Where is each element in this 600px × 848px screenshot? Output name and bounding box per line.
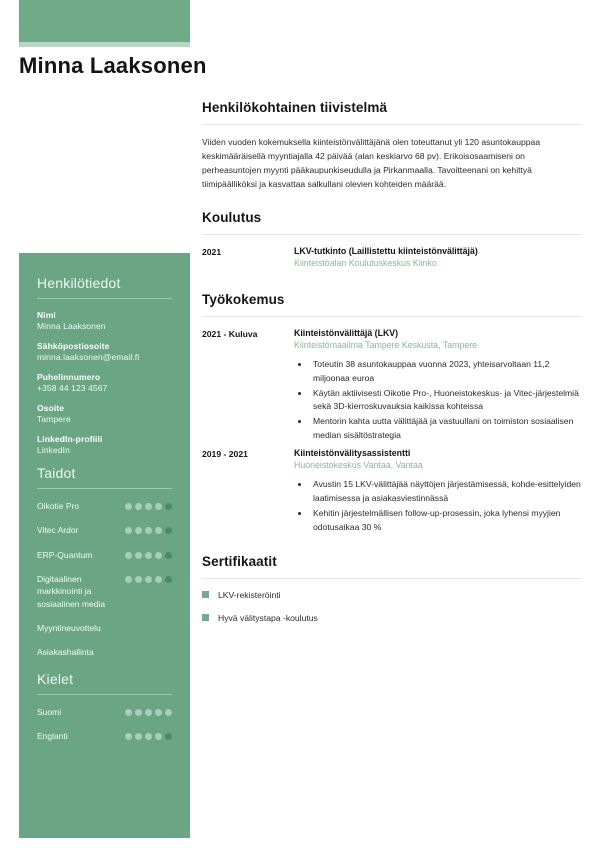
rating-dots [125,524,172,534]
page-title: Minna Laaksonen [19,53,207,78]
rating-dots [125,730,172,740]
divider [37,488,172,489]
section-education [202,210,582,274]
divider [202,234,582,235]
bullet-item: • Mentorin kahta uutta välittäjää ja vastuullani on toimiston sosiaalisen median sisältöstrategia [310,415,582,443]
contact-item [37,310,172,331]
rating-dot [165,552,172,559]
section-heading-education: Koulutus [202,209,262,225]
sidebar-heading-languages: Kielet [37,670,74,687]
rating-dot [155,503,162,510]
sidebar-heading-skills: Taidot [37,465,76,481]
contact-item [37,434,172,455]
entry-body [294,448,582,536]
rating-dots [125,706,172,716]
sidebar-section-skills [37,465,172,659]
rating-dot [135,576,142,583]
rating-dot [135,503,142,510]
entry-title: Kiinteistönvälittäjä (LKV) [294,327,399,338]
rating-dot [145,552,152,559]
contact-label: Osoite [37,403,65,413]
education-list [202,246,582,274]
contact-label: LinkedIn-profiili [37,434,103,444]
rating-dot [155,733,162,740]
entry-body [294,328,582,445]
rating-label: ERP-Quantum [37,549,93,560]
certificate-item [202,590,582,600]
rating-label: Myyntineuvottelu [37,622,101,633]
rating-dot [145,709,152,716]
rating-dot [165,527,172,534]
rating-row [37,646,172,658]
contact-value: +358 44 123 4567 [37,383,108,393]
rating-dot [125,503,132,510]
timeline-entry [202,246,582,274]
rating-dot [165,733,172,740]
contact-label: Nimi [37,310,56,320]
entry-organization: Kiinteistömaailma Tampere Keskusta, Tampere [294,339,478,350]
rating-dots [125,549,172,559]
section-heading-experience: Työkokemus [202,291,285,307]
main-content [202,100,582,641]
divider [202,578,582,579]
contact-value: Minna Laaksonen [37,321,106,331]
rating-dot [145,527,152,534]
certificate-label: Hyvä välitystapa -koulutus [218,612,318,623]
rating-dot [125,709,132,716]
rating-label: Englanti [37,730,68,741]
divider [202,124,582,125]
contact-item [37,341,172,362]
sidebar-section-languages [37,671,172,743]
divider [202,316,582,317]
rating-dot [125,733,132,740]
entry-bullets [310,358,582,444]
bullet-item: • Käytän aktiivisesti Oikotie Pro-, Huoneistokeskus- ja Vitec-järjestelmiä sekä 3D-kierroskuvauksia kaikissa kohteissa [310,387,582,415]
rating-dot [165,576,172,583]
rating-row [37,500,172,512]
entry-date: 2021 - Kuluva [202,328,258,339]
bullet-item: • Avustin 15 LKV-välittäjää näyttöjen järjestämisessä, kohde-esittelyiden laatimisessa ja asiakasviestinnässä [310,478,582,506]
certificate-label: LKV-rekisteröinti [218,589,281,600]
rating-dots [125,500,172,510]
entry-date: 2019 - 2021 [202,449,248,460]
contact-item [37,403,172,424]
section-summary [202,100,582,192]
rating-dot [155,527,162,534]
rating-dot [155,552,162,559]
rating-row [37,730,172,742]
bullet-item: • Toteutin 38 asuntokauppaa vuonna 2023, yhteisarvoltaan 11,2 miljoonaa euroa [310,358,582,386]
contact-value: minna.laaksonen@email.fi [37,352,140,362]
section-heading-certificates: Sertifikaatit [202,553,277,569]
rating-dot [155,709,162,716]
rating-dot [165,709,172,716]
rating-row [37,622,172,634]
rating-dot [125,527,132,534]
sidebar-section-personal [37,275,172,455]
rating-label: Vitec Ardor [37,525,79,536]
bullet-item: • Kehitin järjestelmällisen follow-up-prosessin, joka lyhensi myyjien odotusaikaa 30 % [310,507,582,535]
contact-item [37,372,172,393]
divider [37,694,172,695]
entry-date: 2021 [202,246,222,257]
rating-dot [145,733,152,740]
rating-dots [125,573,172,583]
divider [37,298,172,299]
header-accent-underline [19,42,190,47]
rating-row [37,549,172,561]
section-heading-summary: Henkilökohtainen tiivistelmä [202,100,388,115]
header-accent-block [19,0,190,42]
rating-label: Asiakashallinta [37,647,94,658]
section-certificates [202,554,582,623]
contact-list [37,310,172,455]
rating-label: Suomi [37,706,62,717]
timeline-entry [202,328,582,445]
contact-value: LinkedIn [37,445,70,455]
rating-row [37,573,172,610]
timeline-entry [202,448,582,536]
entry-organization: Kiinteistöalan Koulutuskeskus Kiinko [294,257,437,268]
contact-label: Puhelinnumero [37,372,101,382]
rating-dot [165,503,172,510]
square-bullet-icon [202,614,209,621]
rating-dot [135,552,142,559]
section-experience [202,292,582,536]
languages-list [37,706,172,743]
entry-body [294,246,582,274]
rating-dot [135,733,142,740]
rating-dot [125,576,132,583]
rating-dot [135,527,142,534]
sidebar-heading-personal: Henkilötiedot [37,275,121,291]
rating-dot [155,576,162,583]
entry-title: Kiinteistönvälitysassistentti [294,448,411,459]
entry-title: LKV-tutkinto (Laillistettu kiinteistönvälittäjä) [294,245,478,256]
rating-dot [135,709,142,716]
rating-row [37,706,172,718]
summary-text: Viiden vuoden kokemuksella kiinteistönvälittäjänä olen toteuttanut yli 120 asuntokauppaa keskimääräisellä myyntiajalla 42 päivää (alan keskiarvo 68 pv). Erikoisosaamiseni on perheasuntojen myynti pääkaupunkiseudulla ja Pirkanmaalla. Tavoitteenani on kehittyä tiimipäälliköksi ja kasvattaa salkullani olevien kohteiden määrää. [202,137,541,189]
sidebar [19,253,190,838]
rating-label: Digitaalinen markkinointi ja sosiaalinen media [37,573,106,609]
rating-label: Oikotie Pro [37,501,80,511]
contact-label: Sähköpostiosoite [37,341,110,351]
certificates-list [202,590,582,623]
square-bullet-icon [202,591,209,598]
entry-organization: Huoneistokeskus Vantaa, Vantaa [294,460,423,471]
rating-row [37,524,172,536]
contact-value: Tampere [37,414,71,424]
certificate-item [202,613,582,623]
experience-list [202,328,582,536]
entry-bullets [310,478,582,535]
rating-dot [145,576,152,583]
skills-list [37,500,172,659]
rating-dot [145,503,152,510]
rating-dot [125,552,132,559]
